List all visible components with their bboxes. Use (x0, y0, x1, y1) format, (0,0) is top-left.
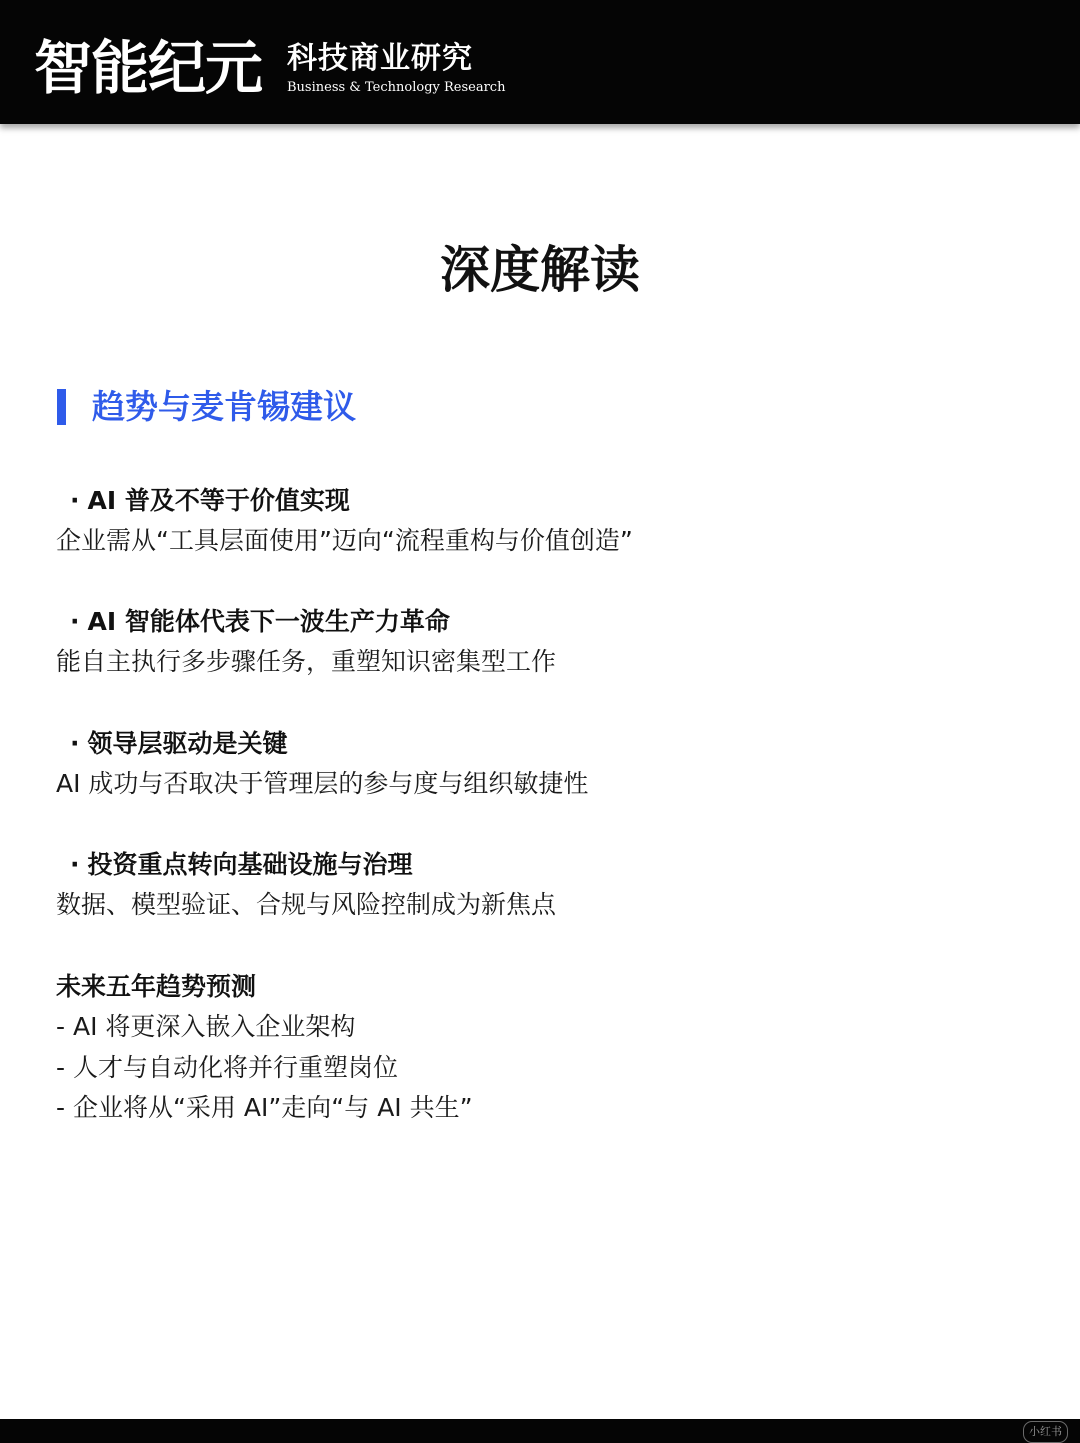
insight-item (56, 602, 1036, 682)
bullet-dot: · (70, 729, 80, 758)
insight-title-text: AI 普及不等于价值实现 (87, 486, 350, 515)
brand-subtitle-cn: 科技商业研究 (287, 41, 473, 76)
section-title: 趋势与麦肯锡建议 (92, 387, 356, 426)
insight-description: 企业需从“工具层面使用”迈向“流程重构与价值创造” (56, 526, 633, 555)
footer-bar (0, 1419, 1080, 1443)
insight-description: AI 成功与否取决于管理层的参与度与组织敏捷性 (56, 769, 589, 798)
watermark-badge: 小红书 (1023, 1421, 1068, 1443)
insight-description: 能自主执行多步骤任务，重塑知识密集型工作 (56, 647, 557, 676)
insight-item (56, 724, 1036, 804)
brand-logo-text: 智能纪元 (34, 34, 263, 102)
bullet-dot: · (70, 850, 80, 879)
insight-title (56, 602, 1036, 642)
insight-description: 数据、模型验证、合规与风险控制成为新焦点 (56, 890, 557, 919)
forecast-line: - 人才与自动化将并行重塑岗位 (56, 1052, 398, 1082)
insight-title (56, 845, 1036, 885)
insight-item (56, 481, 1036, 561)
bullet-dot: · (70, 486, 80, 515)
forecast-block (56, 967, 1036, 1129)
insight-title-text: 投资重点转向基础设施与治理 (87, 850, 413, 879)
section-accent-bar (57, 389, 66, 425)
page-title: 深度解读 (440, 240, 640, 299)
insight-title (56, 481, 1036, 521)
forecast-line: - AI 将更深入嵌入企业架构 (56, 1012, 356, 1041)
insight-title-text: 领导层驱动是关键 (87, 729, 288, 758)
header-banner (0, 0, 1080, 124)
insight-title (56, 724, 1036, 764)
forecast-title: 未来五年趋势预测 (56, 972, 257, 1001)
brand-subtitle-en: Business & Technology Research (287, 80, 506, 95)
insight-item (56, 845, 1036, 925)
insight-title-text: AI 智能体代表下一波生产力革命 (87, 607, 450, 636)
bullet-dot: · (70, 607, 80, 636)
forecast-line: - 企业将从“采用 AI”走向“与 AI 共生” (56, 1093, 473, 1122)
